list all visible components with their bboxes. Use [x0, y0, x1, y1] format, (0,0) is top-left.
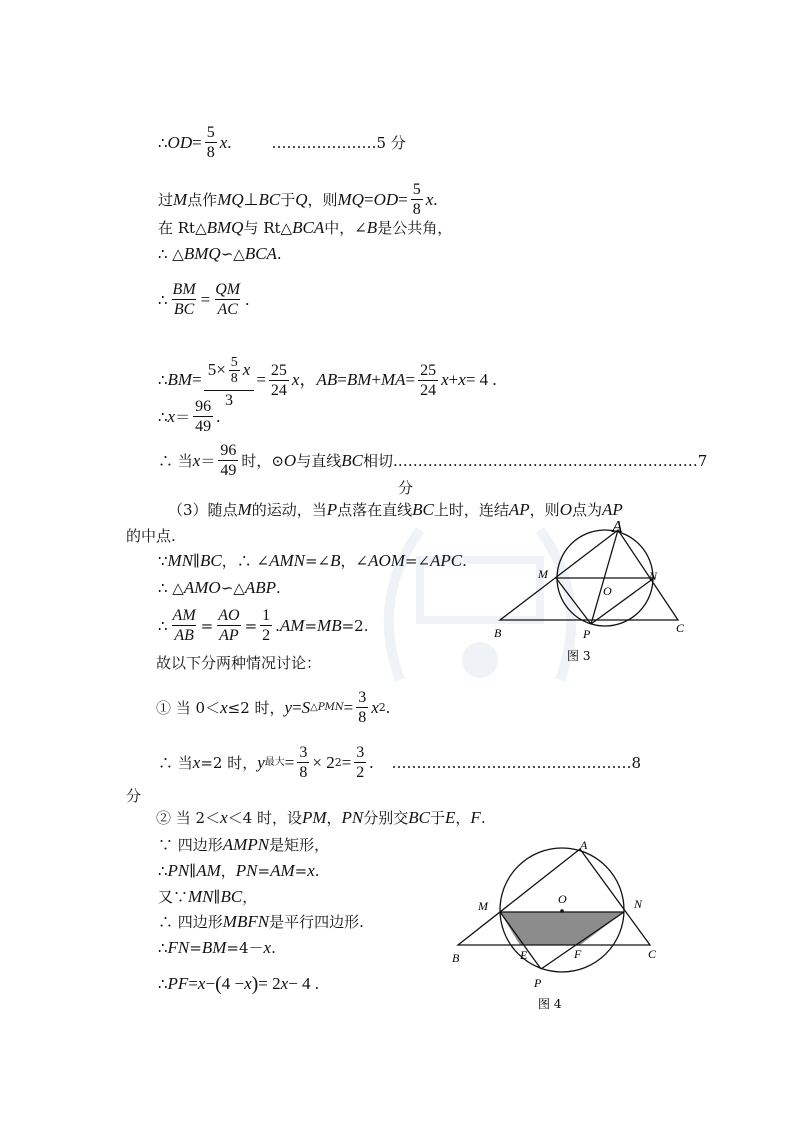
label-n: N	[649, 569, 658, 583]
fraction: $\frac{QM}{AC}$	[215, 281, 241, 318]
label-m: M	[478, 899, 488, 913]
score-unit: 分	[126, 787, 142, 805]
line-od: ∴ OD = $\frac{5}{8}$ x . ………………… 5 分	[158, 124, 406, 161]
label-c: C	[648, 947, 657, 961]
line-ratio: ∴ $\frac{BM}{BC}$ = $\frac{QM}{AC}$ .	[158, 281, 250, 318]
line-similar-2: ∴ △ AMO ∽ △ ABP .	[158, 578, 281, 597]
therefore-symbol: ∴	[158, 133, 168, 152]
line-rectangle: ∵ 四边形 AMPN 是矩形，	[158, 835, 330, 854]
compound-fraction: 5× $\frac{5}{8}$ x 3	[206, 350, 253, 410]
label-a: A	[612, 520, 623, 536]
line-cases-intro: 故以下分两种情况讨论：	[156, 654, 322, 672]
figure-4-caption: 图 4	[538, 997, 562, 1011]
fraction: $\frac{5}{8}$	[206, 124, 215, 161]
label-b: B	[452, 951, 460, 965]
line-similar: ∴ △ BMQ ∽ △ BCA .	[158, 244, 282, 263]
line-case2: ② 当 2＜ x ＜4 时，设 PM ， PN 分别交 BC 于 E ， F .	[156, 808, 486, 827]
label-m: M	[538, 567, 548, 581]
score-marker: 5 分	[376, 133, 406, 152]
label-o: O	[603, 584, 612, 598]
figure-3	[488, 520, 698, 670]
label-n: N	[634, 897, 643, 911]
line-bm-calc: ∴ BM = 5× $\frac{5}{8}$ x 3 = $\frac{25}{24}$ x ， AB = BM + MA = $\frac{25}{24}$ x + x = 4 .	[158, 350, 497, 410]
line-tangent: ∴ 当 x ＝ $\frac{96}{49}$ 时，⊙ O 与直线 BC 相切. ……………………………………………………7	[158, 442, 708, 479]
fraction: $\frac{BM}{BC}$	[172, 281, 196, 318]
line-case1: ① 当 0＜ x ≤2 时， y = S △PMN = $\frac{3}{8}$ x 2 .	[156, 689, 390, 726]
fraction: $\frac{5}{8}$	[412, 181, 421, 218]
line-am-mb: ∴ $\frac{AM}{AB}$ = $\frac{AO}{AP}$ = $\frac{1}{2}$ . AM = MB =2.	[158, 607, 369, 644]
line-mq: 过 M 点作 MQ ⊥ BC 于 Q ，则 MQ = OD = $\frac{5}{8}$ x .	[158, 181, 438, 218]
score-unit: 分	[398, 479, 414, 497]
label-c: C	[676, 621, 685, 635]
label-a: A	[580, 838, 588, 852]
label-b: B	[494, 626, 502, 640]
line-part3: （3）随点 M 的运动，当 P 点落在直线 BC 上时，连结 AP ，则 O 点为 AP	[168, 500, 623, 519]
line-max: ∴ 当 x =2 时， y 最大 = $\frac{3}{8}$ × 2 2 = $\frac{3}{2}$ . …………………………………………8	[158, 744, 642, 781]
fraction: $\frac{96}{49}$	[220, 442, 237, 479]
figure-4	[446, 836, 676, 1016]
fraction: $\frac{96}{49}$	[195, 398, 212, 435]
line-midpoint: 的中点.	[126, 527, 176, 545]
label-p: P	[534, 976, 542, 990]
fraction: $\frac{3}{8}$	[358, 689, 367, 726]
line-rt-triangles: 在 Rt△ BMQ 与 Rt△ BCA 中，∠ B 是公共角，	[158, 218, 453, 237]
line-mn-bc: 又∵ MN ∥ BC ，	[158, 887, 258, 906]
fraction: $\frac{1}{2}$	[262, 607, 271, 644]
figure-3-caption: 图 3	[567, 649, 591, 663]
fraction: $\frac{25}{24}$	[270, 361, 287, 399]
line-pf: ∴ PF = x − ( 4 − x ) = 2 x − 4 .	[158, 973, 320, 995]
line-pn-am: ∴ PN ∥ AM ， PN = AM = x .	[158, 861, 320, 880]
label-p: P	[583, 627, 591, 641]
line-x-value: ∴ x ＝ $\frac{96}{49}$ .	[158, 398, 221, 435]
fraction: $\frac{AM}{AB}$	[172, 607, 196, 644]
line-parallel: ∵ MN ∥ BC ，∴ ∠ AMN =∠ B ，∠ AOM =∠ APC .	[158, 551, 467, 570]
fraction: $\frac{3}{8}$	[299, 744, 308, 781]
line-parallelogram: ∴ 四边形 MBFN 是平行四边形.	[158, 912, 364, 931]
fraction: $\frac{3}{2}$	[356, 744, 365, 781]
label-e: E	[520, 948, 528, 962]
line-fn: ∴ FN = BM =4－ x .	[158, 938, 276, 957]
fraction: $\frac{AO}{AP}$	[218, 607, 240, 644]
label-o: O	[558, 892, 567, 906]
fraction: $\frac{25}{24}$	[420, 361, 437, 399]
label-f: F	[574, 947, 582, 961]
